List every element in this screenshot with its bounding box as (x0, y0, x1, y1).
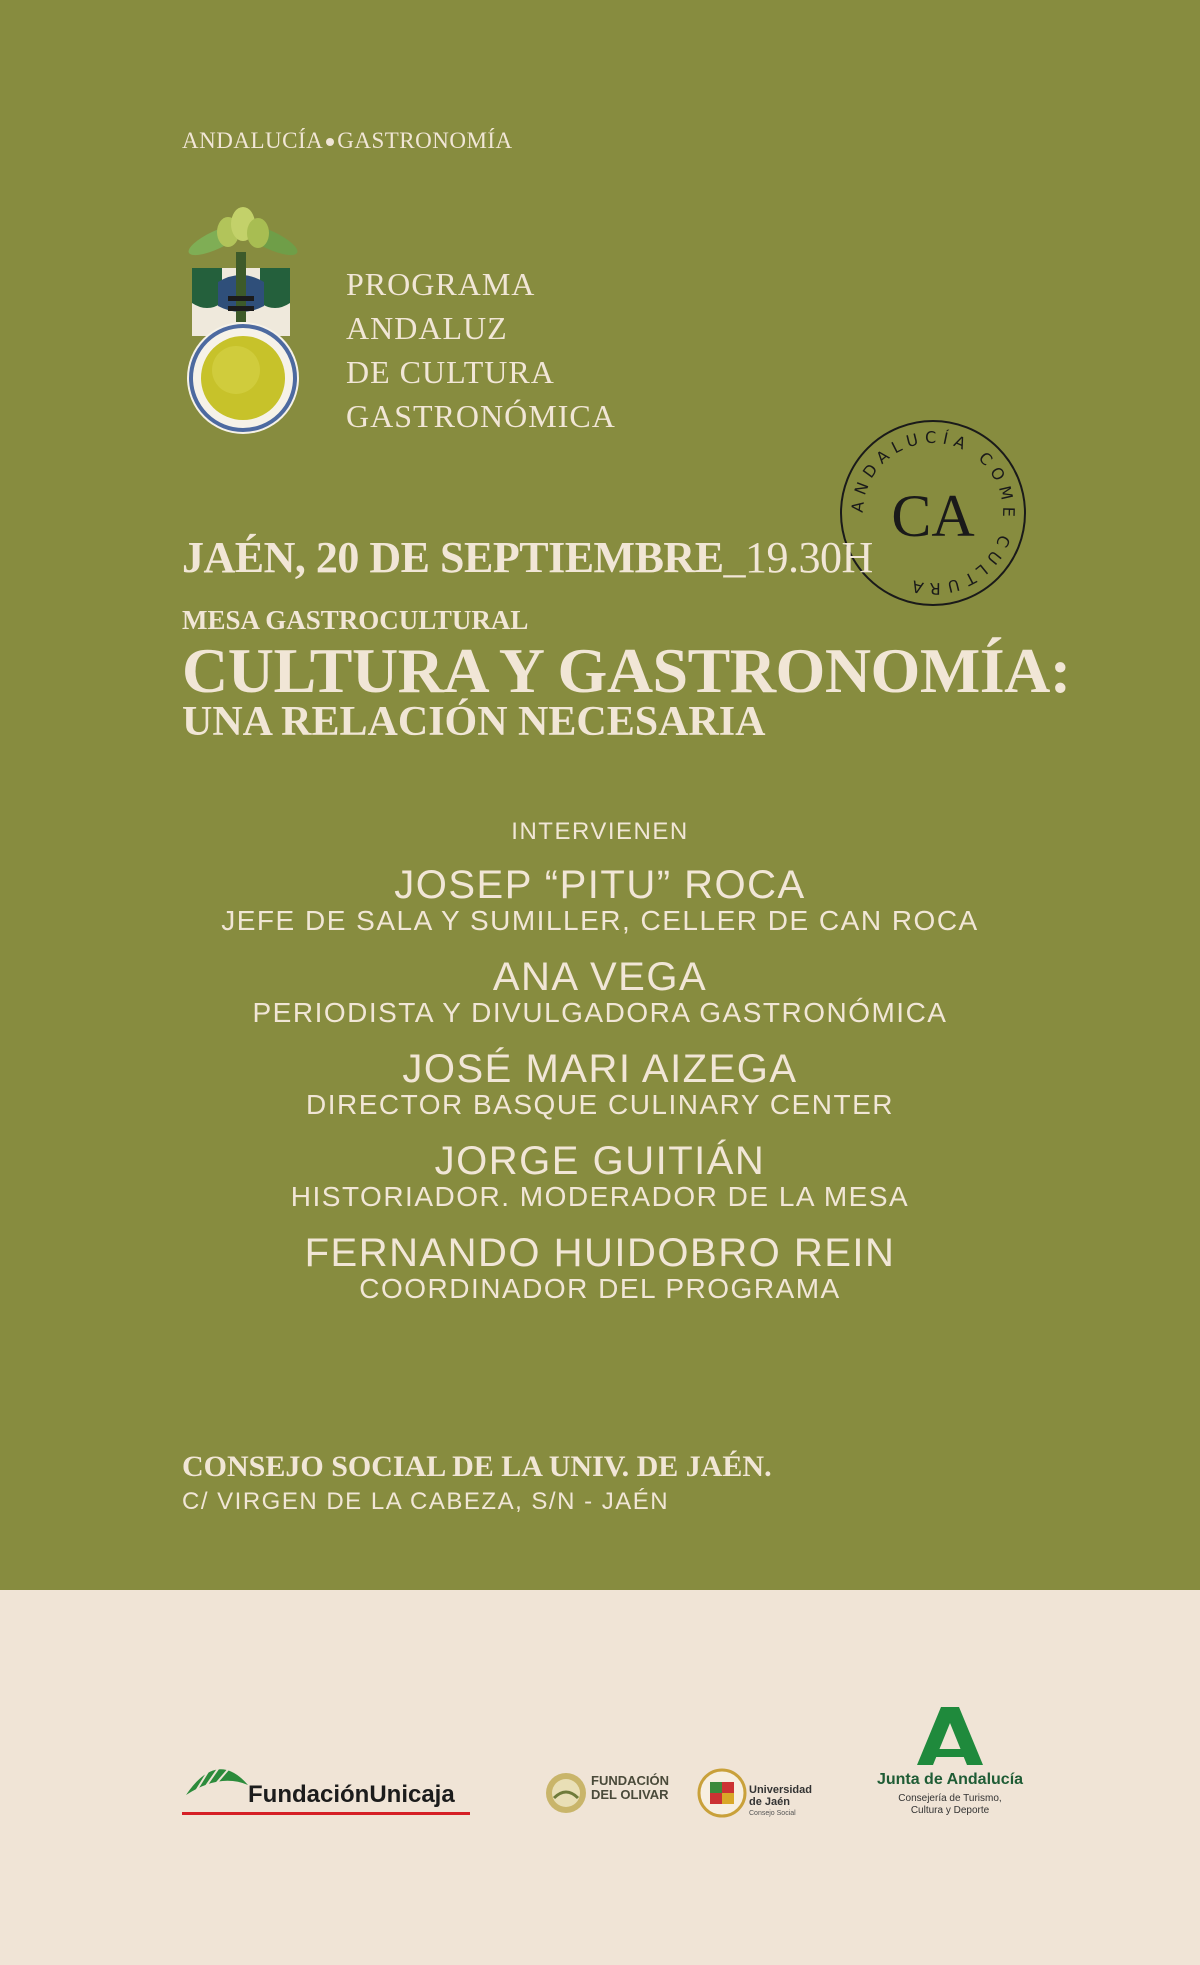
event-date: JAÉN, 20 DE SEPTIEMBRE (182, 533, 724, 582)
fundacion-del-olivar-logo (545, 1772, 669, 1818)
speaker-name: JORGE GUITIÁN (434, 1139, 766, 1183)
speaker-entry (0, 1232, 1200, 1304)
ujaen-wordmark: Universidad de Jaén (749, 1784, 812, 1808)
seal-ring-text: ANDALUCÍA COME CULTURA (847, 427, 1019, 599)
speaker-name: ANA VEGA (492, 955, 708, 999)
brand-left: ANDALUCÍA (182, 128, 324, 153)
venue-address: C/ VIRGEN DE LA CABEZA, S/N - JAÉN (182, 1488, 670, 1515)
junta-wordmark: Junta de Andalucía (876, 1771, 1024, 1788)
speaker-entry (0, 864, 1200, 936)
olivar-emblem-icon (545, 1772, 587, 1814)
universidad-de-jaen-logo (697, 1768, 812, 1824)
program-title-line: PROGRAMA (346, 266, 536, 302)
program-title-line: DE CULTURA (346, 354, 555, 390)
event-headline: CULTURA Y GASTRONOMÍA: (182, 635, 1071, 706)
brand-dot (326, 138, 334, 146)
junta-department: Consejería de Turismo, Cultura y Deporte (898, 1793, 1002, 1816)
speaker-entry (0, 956, 1200, 1028)
brand-right: GASTRONOMÍA (337, 128, 513, 153)
speaker-name: JOSÉ MARI AIZEGA (402, 1047, 798, 1091)
speaker-role: PERIODISTA Y DIVULGADORA GASTRONÓMICA (252, 997, 948, 1028)
fundacion-unicaja-logo (182, 1755, 472, 1815)
speaker-role: HISTORIADOR. MODERADOR DE LA MESA (290, 1181, 910, 1212)
speaker-entry (0, 1140, 1200, 1212)
olivar-wordmark: FUNDACIÓN DEL OLIVAR (591, 1773, 669, 1802)
event-time: _19.30H (723, 533, 873, 582)
speaker-name: JOSEP “PITU” ROCA (394, 863, 806, 907)
speaker-role: DIRECTOR BASQUE CULINARY CENTER (306, 1089, 894, 1120)
unicaja-fan-icon (182, 1755, 252, 1799)
speaker-entry (0, 1048, 1200, 1120)
program-title-line: ANDALUZ (346, 310, 508, 346)
speaker-role: JEFE DE SALA Y SUMILLER, CELLER DE CAN ROCA (221, 905, 979, 936)
speaker-name: FERNANDO HUIDOBRO REIN (304, 1231, 896, 1275)
event-kicker: MESA GASTROCULTURAL (182, 605, 529, 635)
seal-monogram: CA (891, 483, 975, 549)
junta-de-andalucia-logo (860, 1705, 1040, 1825)
junta-a-icon (915, 1705, 985, 1767)
speakers-section (0, 818, 1200, 1324)
speaker-role: COORDINADOR DEL PROGRAMA (359, 1273, 841, 1304)
program-title (346, 262, 616, 438)
program-title-line: GASTRONÓMICA (346, 398, 616, 434)
event-date-time (182, 532, 873, 583)
unicaja-underline (182, 1812, 470, 1815)
event-subhead: UNA RELACIÓN NECESARIA (182, 699, 766, 745)
ujaen-shield-icon (697, 1768, 747, 1818)
venue-name: CONSEJO SOCIAL DE LA UNIV. DE JAÉN. (182, 1450, 772, 1483)
brand-andalucia-gastronomia (182, 128, 513, 154)
ujaen-subtitle: Consejo Social (749, 1810, 796, 1817)
speakers-heading: INTERVIENEN (511, 818, 689, 845)
olive-oil-bowl-logo (178, 200, 308, 440)
unicaja-wordmark: FundaciónUnicaja (248, 1781, 455, 1808)
